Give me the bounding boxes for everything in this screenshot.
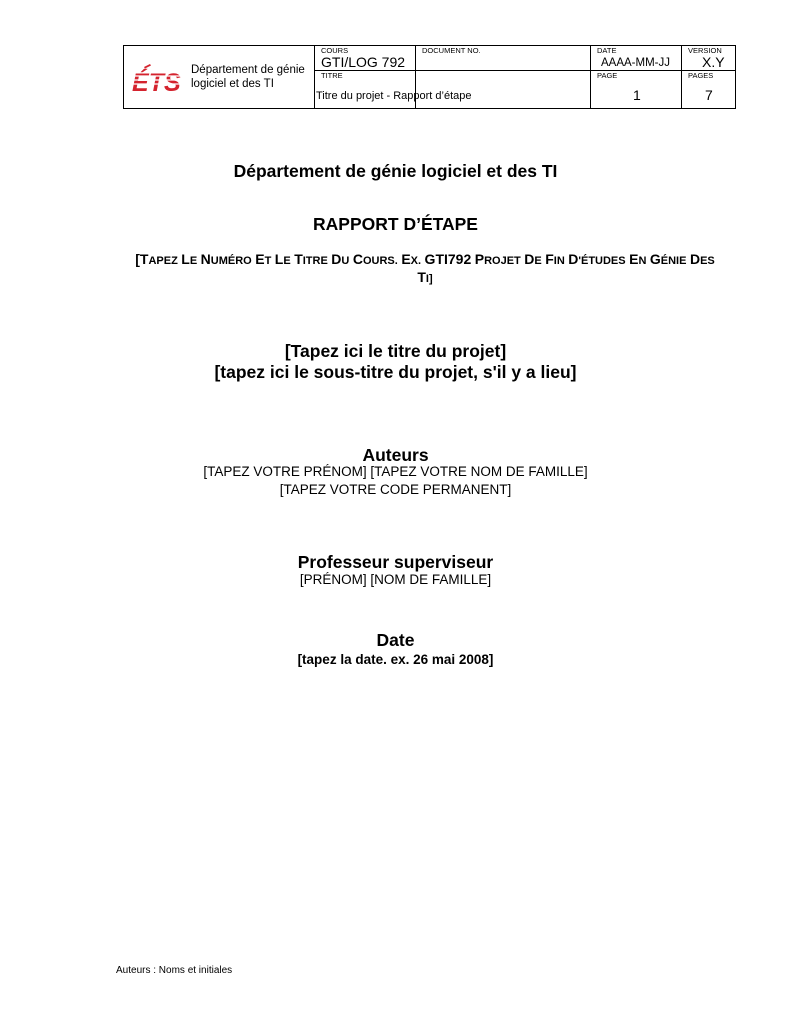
version-cell [682, 46, 736, 71]
document-no-label: DOCUMENT NO. [422, 46, 481, 55]
course-placeholder-line-1: [TAPEZ LE NUMÉRO ET LE TITRE DU COURS. EX. GTI792 PROJET DE FIN D'ÉTUDES EN GÉNIE DES [135, 251, 715, 267]
pages-cell [682, 71, 736, 108]
page-label: PAGE [597, 71, 618, 80]
project-subtitle: [tapez ici le sous-titre du projet, s'il y a lieu] [214, 362, 577, 382]
report-heading: RAPPORT D’ÉTAPE [313, 214, 478, 234]
document-header [123, 45, 736, 109]
pages-value: 7 [705, 87, 713, 103]
version-label: VERSION [688, 46, 722, 55]
version-value: X.Y [702, 54, 725, 70]
document-no-cell [416, 46, 591, 71]
page-value: 1 [633, 87, 641, 103]
page-footer: Auteurs : Noms et initiales [116, 965, 233, 976]
course-placeholder-line-2: TI] [417, 269, 433, 285]
date-cell [591, 46, 682, 71]
author-code: [TAPEZ VOTRE CODE PERMANENT] [279, 482, 512, 497]
supervisor-name: [PRÉNOM] [NOM DE FAMILLE] [299, 572, 492, 587]
project-title: [Tapez ici le titre du projet] [284, 341, 507, 361]
header-divider [681, 46, 682, 108]
date-placeholder: [tapez la date. ex. 26 mai 2008] [297, 652, 494, 667]
page-cell [591, 71, 682, 108]
title-label: TITRE [321, 71, 343, 80]
authors-heading: Auteurs [362, 445, 429, 465]
pages-label: PAGES [688, 71, 714, 80]
date-value: AAAA-MM-JJ [601, 57, 670, 69]
date-heading: Date [376, 630, 415, 650]
title-cell [315, 71, 591, 108]
course-value: GTI/LOG 792 [321, 54, 406, 70]
title-value: Titre du projet - Rapport d’étape [316, 90, 472, 102]
header-divider [590, 46, 591, 108]
author-name: [TAPEZ VOTRE PRÉNOM] [TAPEZ VOTRE NOM DE FAMILLE] [203, 464, 588, 479]
header-department: Département de génie logiciel et des TI [191, 64, 305, 90]
department-heading: Département de génie logiciel et des TI [233, 161, 558, 181]
supervisor-heading: Professeur superviseur [297, 552, 494, 572]
course-cell [315, 46, 416, 71]
header-row-divider [315, 70, 736, 71]
header-logo-cell [124, 46, 315, 108]
ets-logo [130, 64, 184, 96]
date-label: DATE [597, 46, 617, 55]
header-divider [415, 46, 416, 108]
svg-text:ÉTS: ÉTS [132, 69, 181, 96]
course-label: COURS [321, 46, 349, 55]
